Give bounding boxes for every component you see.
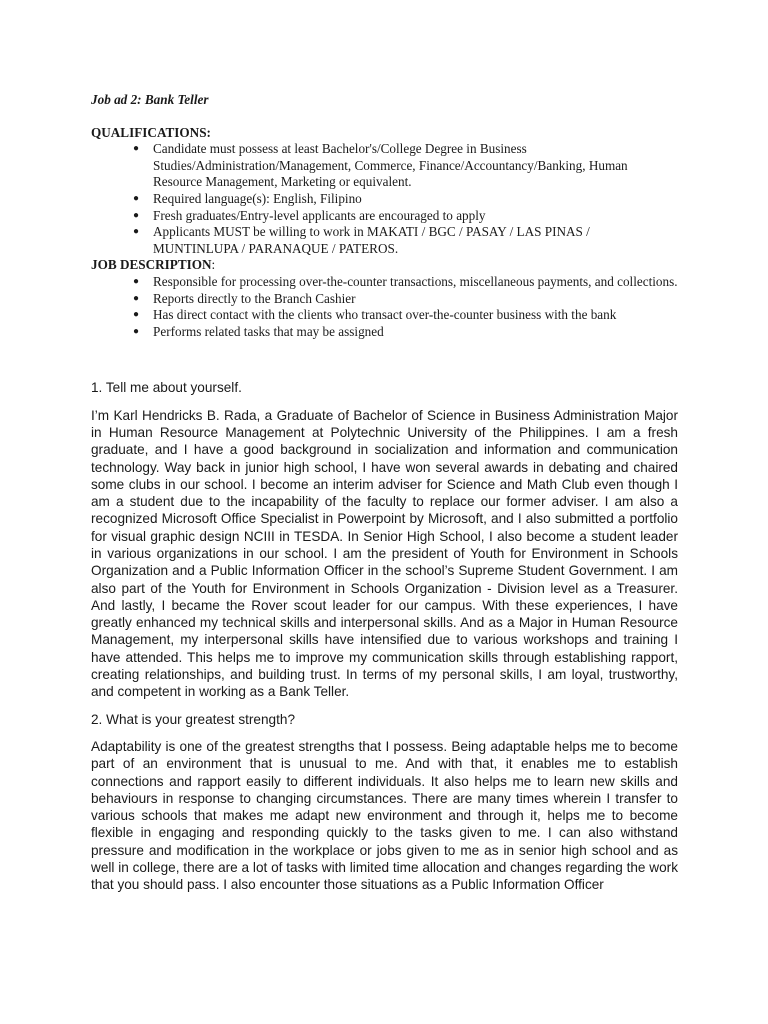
job-ad-title: Job ad 2: Bank Teller <box>91 92 209 107</box>
list-item: ● Applicants MUST be willing to work in MAKATI / BGC / PASAY / LAS PINAS / MUNTINLUPA / PARANAQUE / PATEROS. <box>133 224 590 256</box>
bullet-icon: ● <box>133 309 140 321</box>
bullet-icon: ● <box>133 226 140 238</box>
bullet-icon: ● <box>133 325 140 337</box>
interview-answer: I’m Karl Hendricks B. Rada, a Graduate of Bachelor of Science in Business Administration Major in Human Resource Management at Polytechnic University of the Philippines. I am a fresh graduate, and I have a good background in socialization and information and communication technology. Way back in junior high school, I have won several awards in debating and chaired some clubs in our school. I become an interim adviser for Science and Math Club even though I am a student due to the incapability of the faculty to replace our former adviser. I am also a recognized Microsoft Office Specialist in Powerpoint by Microsoft, and I also submitted a portfolio for visual graphic design NCIII in TESDA. In Senior High School, I also become a student leader in various organizations in our school. I am the president of Youth for Environment in Schools Organization and a Public Information Officer in the school’s Supreme Student Government. I am also part of the Youth for Environment in Schools Organization - Division level as a Treasurer. And lastly, I became the Rover scout leader for our campus. With these experiences, I have greatly enhanced my technical skills and interpersonal skills. And as a Major in Human Resource Management, my interpersonal skills have intensified due to various workshops and training I have attended. This helps me to improve my communication skills through establishing rapport, creating relationships, and building trust. In terms of my personal skills, I am loyal, trustworthy, and competent in working as a Bank Teller. <box>91 407 678 700</box>
bullet-icon: ● <box>133 275 140 287</box>
list-item: ● Candidate must possess at least Bachelor's/College Degree in Business Studies/Administration/Management, Commerce, Finance/Accountancy/Banking, Human Resource Management, Marketing or equivalent. <box>133 141 628 190</box>
bullet-icon: ● <box>133 192 140 204</box>
job-ad-section <box>91 92 678 340</box>
list-item: ● Performs related tasks that may be assigned <box>133 323 384 339</box>
section-spacer <box>91 340 678 379</box>
job-description-list <box>91 274 678 340</box>
interview-question: 1. Tell me about yourself. <box>91 380 242 396</box>
list-item: ● Has direct contact with the clients who transact over-the-counter business with the bank <box>133 307 617 323</box>
list-item: ● Responsible for processing over-the-counter transactions, miscellaneous payments, and collections. <box>133 273 678 289</box>
interview-answer: Adaptability is one of the greatest strengths that I possess. Being adaptable helps me to become part of an environment that is unusual to me. And with that, it enables me to establish connections and rapport easily to different individuals. It also helps me to learn new skills and behaviours in response to changing circumstances. There are many times wherein I transfer to various schools that makes me adapt new environment and through it, helps me to become flexible in engaging and responding quickly to the tasks given to me. I can also withstand pressure and modification in the workplace or jobs given to me as in senior high school and as well in college, there are a lot of tasks with limited time allocation and changes regarding the work that you should pass. I also encounter those situations as a Public Information Officer <box>91 738 678 893</box>
list-item: ● Required language(s): English, Filipino <box>133 190 362 206</box>
bullet-icon: ● <box>133 143 140 155</box>
interview-question: 2. What is your greatest strength? <box>91 711 296 727</box>
qualifications-list <box>91 141 678 257</box>
document-page <box>91 92 678 904</box>
list-item: ● Fresh graduates/Entry-level applicants are encouraged to apply <box>133 207 486 223</box>
list-item: ● Reports directly to the Branch Cashier <box>133 290 356 306</box>
qualifications-heading: QUALIFICATIONS: <box>91 124 211 140</box>
interview-section <box>91 379 678 893</box>
job-description-heading: JOB DESCRIPTION: <box>91 257 216 273</box>
bullet-icon: ● <box>133 292 140 304</box>
bullet-icon: ● <box>133 209 140 221</box>
